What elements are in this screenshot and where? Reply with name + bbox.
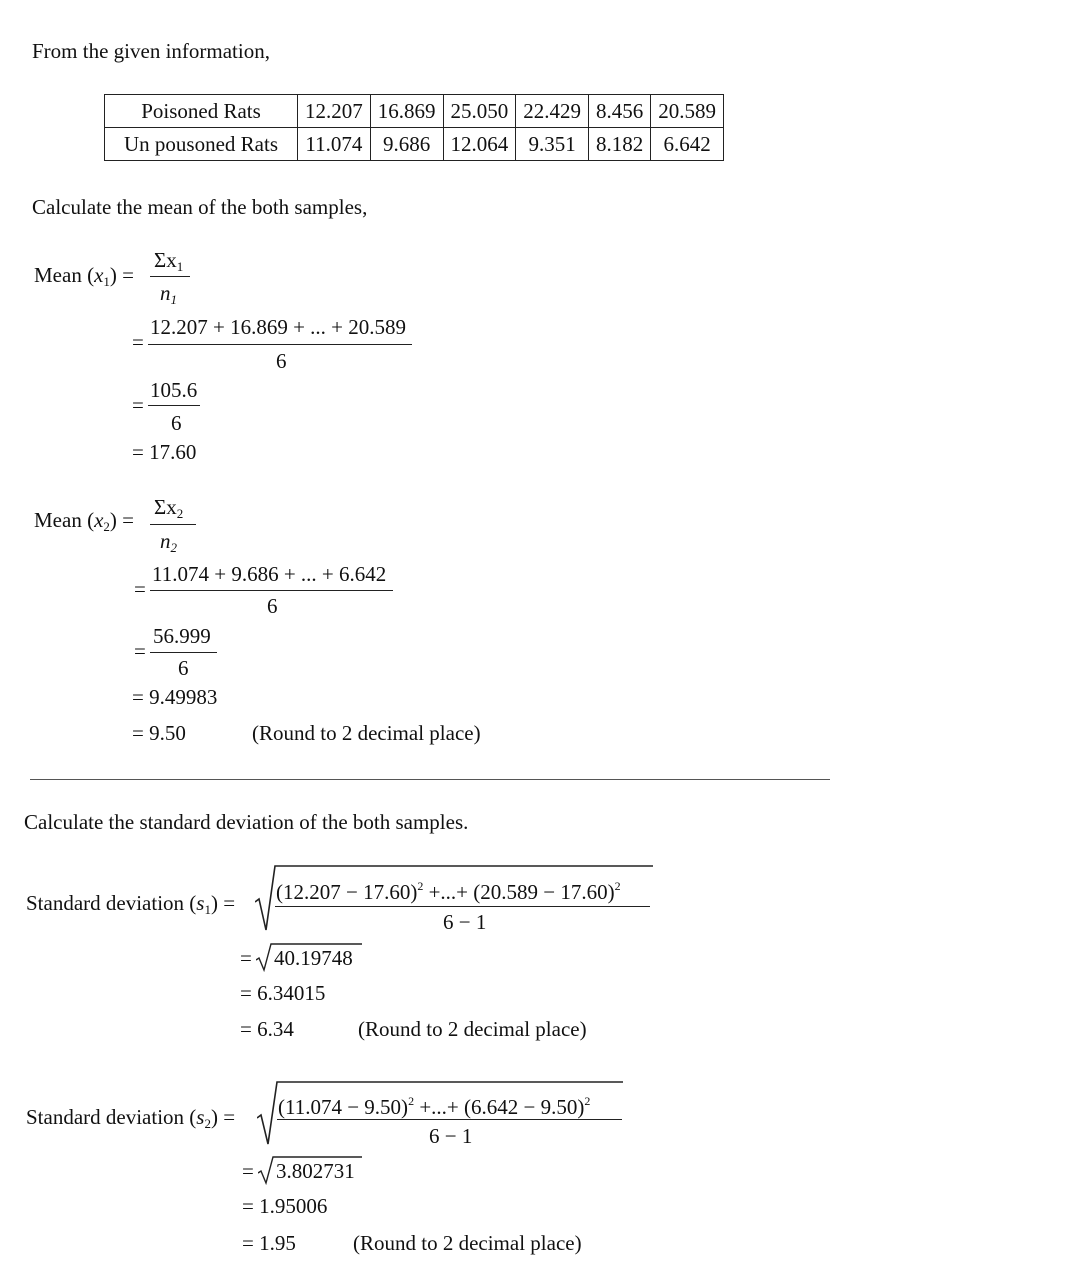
sd1-numerator: $(12.207 - 17.60)^2$ +...+ $(20.589 - 17.60)^2$ (276, 879, 621, 904)
equals: = (132, 330, 144, 354)
mean2-total: 56.999 (153, 624, 211, 648)
cell: 22.429 (516, 95, 589, 128)
sd2-result: = 1.95006 (242, 1194, 328, 1218)
row-label: Poisoned Rats (105, 95, 298, 128)
mean1-sum: 12.207 + 16.869 + ... + 20.589 (150, 315, 407, 339)
round-note: (Round to 2 decimal place) (252, 721, 481, 745)
sd2-label: Standard deviation $(s_2)$ = (26, 1105, 236, 1131)
cell: 12.207 (298, 95, 371, 128)
sd2-denominator: 6 − 1 (429, 1124, 473, 1148)
mean1-numerator: $\Sigma x_1$ (154, 248, 184, 274)
mean1-result: = 17.60 (132, 440, 197, 464)
sd1-variance: 40.19748 (274, 946, 353, 970)
mean1-n: 6 (276, 349, 287, 373)
mean-heading: Calculate the mean of the both samples, (32, 195, 368, 219)
mean2-numerator: $\Sigma x_2$ (154, 495, 184, 521)
round-note: (Round to 2 decimal place) (353, 1231, 582, 1255)
equals: = (132, 393, 144, 417)
mean1-denominator: $n_1$ (160, 281, 177, 307)
mean2-n: 6 (267, 594, 278, 618)
mean2-result: = 9.49983 (132, 685, 218, 709)
equals: = (240, 946, 252, 970)
table-row (105, 95, 724, 128)
mean2-rounded: = 9.50 (132, 721, 186, 745)
sd1-label: Standard deviation $(s_1)$ = (26, 891, 236, 917)
sd1-rounded: = 6.34 (240, 1017, 294, 1041)
row-label: Un pousoned Rats (105, 128, 298, 161)
mean1-n: 6 (171, 411, 182, 435)
mean2-label: Mean $(x_2)$ = (34, 508, 134, 534)
intro-text: From the given information, (32, 39, 270, 63)
sd-heading: Calculate the standard deviation of the both samples. (24, 810, 469, 834)
cell: 6.642 (651, 128, 724, 161)
table-row (105, 128, 724, 161)
round-note: (Round to 2 decimal place) (358, 1017, 587, 1041)
mean2-n: 6 (178, 656, 189, 680)
cell: 9.351 (516, 128, 589, 161)
equals: = (134, 639, 146, 663)
cell: 20.589 (651, 95, 724, 128)
equals: = (242, 1159, 254, 1183)
cell: 9.686 (370, 128, 443, 161)
cell: 8.182 (589, 128, 651, 161)
cell: 25.050 (443, 95, 516, 128)
cell: 11.074 (298, 128, 371, 161)
sd1-denominator: 6 − 1 (443, 910, 487, 934)
cell: 16.869 (370, 95, 443, 128)
sd2-variance: 3.802731 (276, 1159, 355, 1183)
cell: 8.456 (589, 95, 651, 128)
sd2-numerator: $(11.074 - 9.50)^2$ +...+ $(6.642 - 9.50)^2$ (278, 1094, 591, 1119)
data-table (104, 94, 724, 161)
mean2-denominator: $n_2$ (160, 529, 177, 555)
mean1-total: 105.6 (150, 378, 198, 402)
cell: 12.064 (443, 128, 516, 161)
sd1-result: = 6.34015 (240, 981, 326, 1005)
divider (30, 779, 830, 780)
sd2-rounded: = 1.95 (242, 1231, 296, 1255)
equals: = (134, 577, 146, 601)
mean1-label: Mean $(x_1)$ = (34, 263, 134, 289)
mean2-sum: 11.074 + 9.686 + ... + 6.642 (152, 562, 387, 586)
